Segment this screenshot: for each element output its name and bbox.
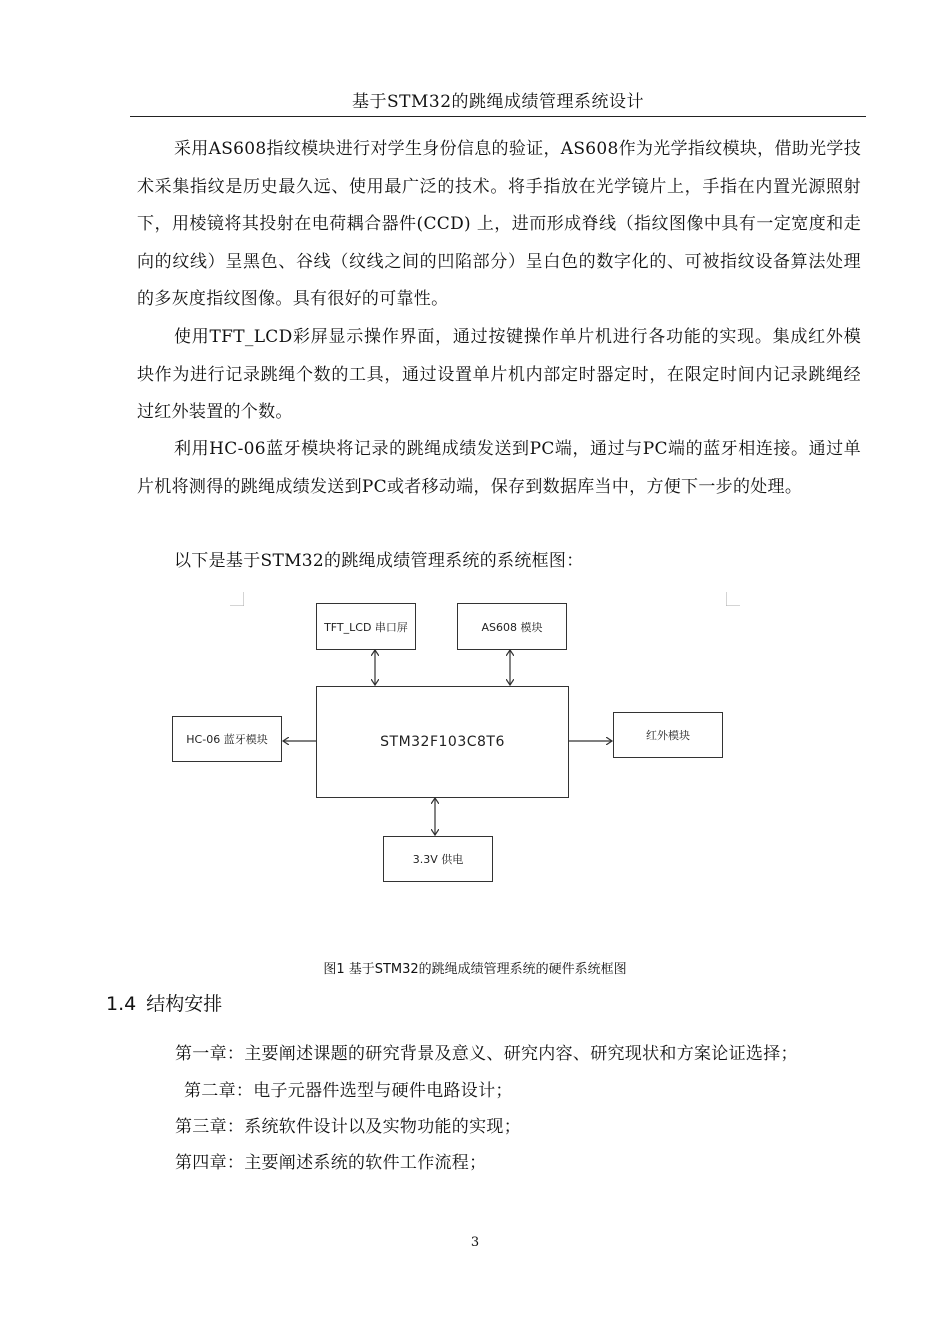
chapter-item: 第四章：主要阐述系统的软件工作流程； <box>175 1153 487 1173</box>
paragraph-lcd-infrared: 使用TFT_LCD彩屏显示操作界面，通过按键操作单片机进行各功能的实现。集成红外模块作为进行记录跳绳个数的工具，通过设置单片机内部定时器定时，在限定时间内记录跳绳经过红外装置的个数。 <box>137 327 861 422</box>
mcu-block: STM32F103C8T6 <box>316 686 569 798</box>
paragraph-fingerprint: 采用AS608指纹模块进行对学生身份信息的验证，AS608作为光学指纹模块，借助光学技术采集指纹是历史最久远、使用最广泛的技术。将手指放在光学镜片上，手指在内置光源照射下，用棱镜将其投射在电荷耦合器件(CCD) 上，进而形成脊线（指纹图像中具有一定宽度和走向的纹线）呈黑色、谷线（纹线之间的凹陷部分）呈白色的数字化的、可被指纹设备算法处理的多灰度指纹图像。具有很好的可靠性。 <box>137 139 861 309</box>
chapter-item: 第二章：电子元器件选型与硬件电路设计； <box>184 1081 513 1101</box>
figure-caption: 图1 基于STM32的跳绳成绩管理系统的硬件系统框图 <box>323 962 627 977</box>
section-heading <box>106 988 222 1020</box>
bluetooth-block: HC-06 蓝牙模块 <box>172 716 282 762</box>
page-number: 3 <box>470 1235 480 1250</box>
section-title: 结构安排 <box>146 993 223 1015</box>
chapter-item: 第三章：系统软件设计以及实物功能的实现； <box>175 1117 521 1137</box>
block-diagram <box>150 590 800 900</box>
crop-mark-right <box>726 592 740 606</box>
as608-block: AS608 模块 <box>457 603 567 650</box>
lcd-block: TFT_LCD 串口屏 <box>316 603 416 650</box>
infrared-block: 红外模块 <box>613 712 723 758</box>
crop-mark-left <box>230 592 244 606</box>
power-block: 3.3V 供电 <box>383 836 493 882</box>
running-header: 基于STM32的跳绳成绩管理系统设计 <box>130 88 866 117</box>
paragraph-bluetooth: 利用HC-06蓝牙模块将记录的跳绳成绩发送到PC端，通过与PC端的蓝牙相连接。通过单片机将测得的跳绳成绩发送到PC或者移动端，保存到数据库当中，方便下一步的处理。 <box>137 439 861 497</box>
chapter-item: 第一章：主要阐述课题的研究背景及意义、研究内容、研究现状和方案论证选择； <box>175 1044 798 1064</box>
section-number: 1.4 <box>106 993 137 1015</box>
paragraph-diagram-intro: 以下是基于STM32的跳绳成绩管理系统的系统框图： <box>174 551 584 571</box>
